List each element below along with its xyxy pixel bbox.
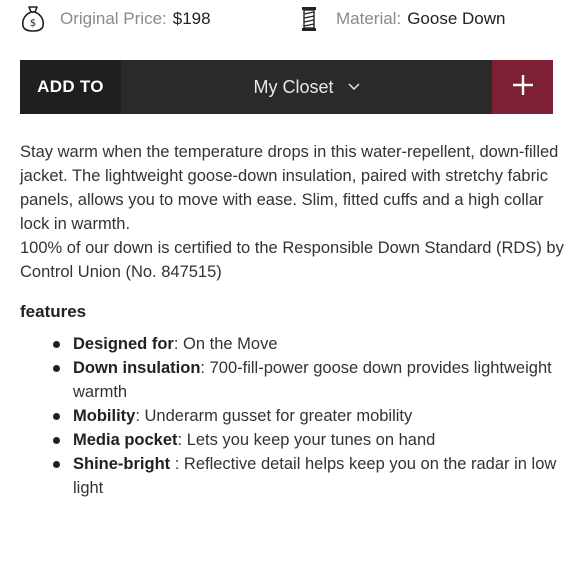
list-item xyxy=(20,404,565,428)
list-item xyxy=(20,428,565,452)
feature-name: Designed for xyxy=(73,335,174,353)
feature-text: : 700-fill-power goose down provides lightweight warmth xyxy=(73,359,552,401)
add-to-closet-bar xyxy=(20,60,553,114)
features-list xyxy=(20,332,565,500)
feature-name: Mobility xyxy=(73,407,136,425)
price-value: $198 xyxy=(172,9,211,28)
chevron-down-icon xyxy=(348,83,360,91)
svg-text:$: $ xyxy=(29,18,37,29)
closet-dropdown-value: My Closet xyxy=(253,76,334,97)
feature-text: : On the Move xyxy=(173,335,278,353)
material-label: Material: xyxy=(336,9,402,28)
feature-name: Down insulation xyxy=(73,359,201,377)
money-bag-icon xyxy=(20,5,46,33)
material-value: Goose Down xyxy=(407,9,506,28)
feature-name: Shine-bright xyxy=(73,455,171,473)
add-button[interactable] xyxy=(492,60,553,114)
price-label: Original Price: xyxy=(60,9,167,28)
material-info xyxy=(296,4,505,34)
feature-text: : Underarm gusset for greater mobility xyxy=(135,407,413,425)
plus-icon xyxy=(512,74,534,101)
product-description xyxy=(20,140,565,284)
features-heading: features xyxy=(20,302,87,321)
original-price xyxy=(20,4,211,34)
description-paragraph: 100% of our down is certified to the Responsible Down Standard (RDS) by Control Union (No. 847515) xyxy=(20,239,564,281)
list-item xyxy=(20,332,565,356)
feature-text: : Lets you keep your tunes on hand xyxy=(177,431,436,449)
add-to-label: ADD TO xyxy=(20,60,121,114)
list-item xyxy=(20,452,565,500)
thread-spool-icon xyxy=(296,5,322,33)
description-paragraph: Stay warm when the temperature drops in this water-repellent, down-filled jacket. The lightweight goose-down insulation, paired with stretchy fabric panels, allows you to move with ease. Slim, fitted cuffs and a high collar lock in warmth. xyxy=(20,143,559,233)
list-item xyxy=(20,356,565,404)
product-info-row xyxy=(0,0,580,42)
feature-name: Media pocket xyxy=(73,431,178,449)
feature-text: : Reflective detail helps keep you on the radar in low light xyxy=(73,455,557,497)
closet-dropdown[interactable] xyxy=(121,60,492,114)
